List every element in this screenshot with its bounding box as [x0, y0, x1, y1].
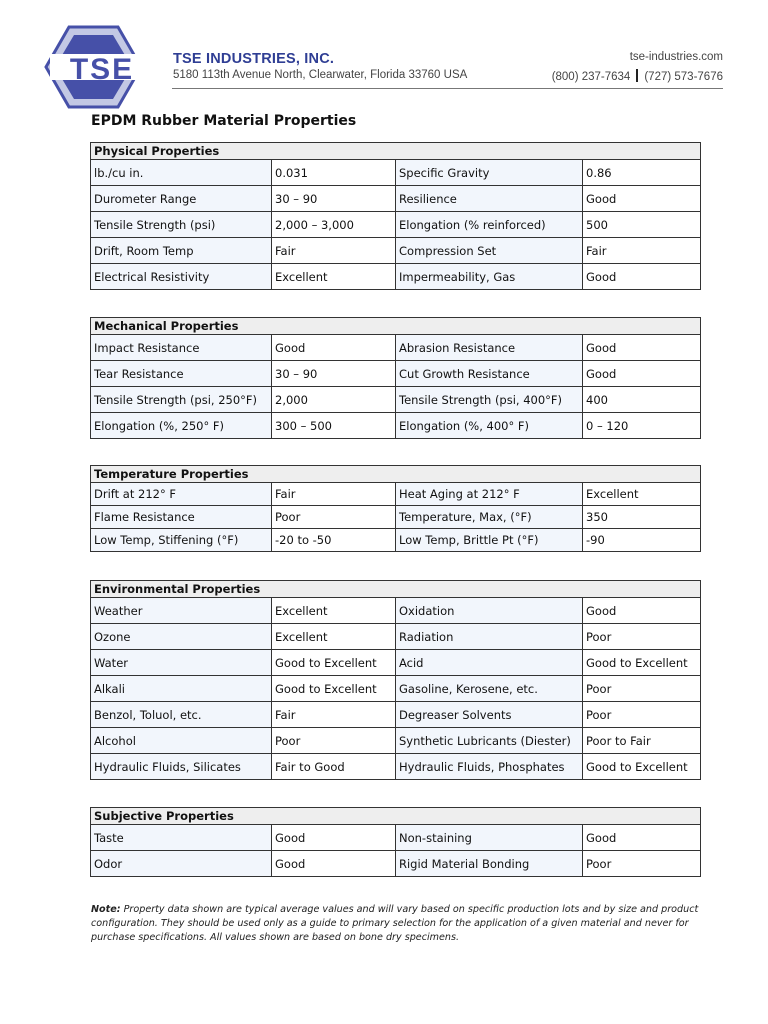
property-value: 30 – 90 [272, 361, 396, 387]
property-label: Elongation (%, 400° F) [396, 413, 583, 439]
document-title: EPDM Rubber Material Properties [91, 113, 357, 129]
property-label: Ozone [91, 624, 272, 650]
table-row [91, 825, 701, 851]
property-value: Good to Excellent [272, 650, 396, 676]
property-value: 300 – 500 [272, 413, 396, 439]
property-label: Tensile Strength (psi, 400°F) [396, 387, 583, 413]
phone-secondary[interactable]: (727) 573-7676 [644, 71, 723, 83]
property-label: Water [91, 650, 272, 676]
table-row [91, 506, 701, 529]
property-label: Benzol, Toluol, etc. [91, 702, 272, 728]
property-value: 500 [583, 212, 701, 238]
table-row [91, 483, 701, 506]
property-label: Impact Resistance [91, 335, 272, 361]
property-label: Temperature, Max, (°F) [396, 506, 583, 529]
property-value: 0 – 120 [583, 413, 701, 439]
mechanical-properties-table [90, 317, 701, 439]
table-heading: Environmental Properties [91, 581, 701, 598]
property-value: Poor [583, 702, 701, 728]
property-value: Good [583, 598, 701, 624]
company-name: TSE INDUSTRIES, INC. [173, 51, 335, 67]
property-value: 2,000 – 3,000 [272, 212, 396, 238]
property-label: Electrical Resistivity [91, 264, 272, 290]
property-label: Heat Aging at 212° F [396, 483, 583, 506]
property-label: Elongation (%, 250° F) [91, 413, 272, 439]
table-row [91, 160, 701, 186]
table-row [91, 529, 701, 552]
property-value: Good [583, 264, 701, 290]
property-label: Radiation [396, 624, 583, 650]
property-value: Excellent [583, 483, 701, 506]
table-row [91, 264, 701, 290]
property-value: 350 [583, 506, 701, 529]
table-row [91, 728, 701, 754]
physical-properties-table [90, 142, 701, 290]
table-row [91, 702, 701, 728]
property-value: Excellent [272, 624, 396, 650]
property-label: Weather [91, 598, 272, 624]
property-value: Fair [272, 238, 396, 264]
property-value: Good to Excellent [583, 650, 701, 676]
property-label: Alkali [91, 676, 272, 702]
property-value: Good [272, 825, 396, 851]
property-label: Alcohol [91, 728, 272, 754]
property-label: Acid [396, 650, 583, 676]
phone-divider [636, 69, 638, 82]
table-heading: Physical Properties [91, 143, 701, 160]
property-label: Flame Resistance [91, 506, 272, 529]
logo-hexagon-icon [44, 24, 160, 110]
property-label: Compression Set [396, 238, 583, 264]
property-value: Good [583, 186, 701, 212]
table-row [91, 335, 701, 361]
property-label: Tear Resistance [91, 361, 272, 387]
environmental-properties-table [90, 580, 701, 780]
property-value: Good [272, 851, 396, 877]
company-address: 5180 113th Avenue North, Clearwater, Florida 33760 USA [173, 69, 468, 81]
disclaimer-note [91, 903, 701, 945]
property-value: Excellent [272, 264, 396, 290]
table-row [91, 186, 701, 212]
property-label: Gasoline, Kerosene, etc. [396, 676, 583, 702]
table-row [91, 851, 701, 877]
property-label: lb./cu in. [91, 160, 272, 186]
note-text: Property data shown are typical average values and will vary based on specific production lots and by size and product configuration. They should be used only as a guide to primary selection for the application of a given material and never for purchase specifications. All values shown are based on bone dry specimens. [91, 904, 699, 943]
table-heading: Temperature Properties [91, 466, 701, 483]
property-value: Good [272, 335, 396, 361]
logo-text: TSE [69, 53, 135, 86]
property-value: Poor [583, 676, 701, 702]
note-label: Note: [91, 904, 121, 915]
subjective-properties-table [90, 807, 701, 877]
table-heading: Subjective Properties [91, 808, 701, 825]
property-label: Drift at 212° F [91, 483, 272, 506]
property-label: Odor [91, 851, 272, 877]
property-value: Poor to Fair [583, 728, 701, 754]
property-value: Good to Excellent [583, 754, 701, 780]
property-value: -20 to -50 [272, 529, 396, 552]
property-value: Good [583, 825, 701, 851]
property-label: Hydraulic Fluids, Silicates [91, 754, 272, 780]
property-value: 0.86 [583, 160, 701, 186]
property-value: Fair to Good [272, 754, 396, 780]
table-row [91, 387, 701, 413]
property-label: Specific Gravity [396, 160, 583, 186]
property-value: Good [583, 361, 701, 387]
property-label: Cut Growth Resistance [396, 361, 583, 387]
property-label: Hydraulic Fluids, Phosphates [396, 754, 583, 780]
property-value: 0.031 [272, 160, 396, 186]
table-row [91, 413, 701, 439]
property-label: Rigid Material Bonding [396, 851, 583, 877]
property-label: Low Temp, Brittle Pt (°F) [396, 529, 583, 552]
property-value: Poor [583, 851, 701, 877]
property-label: Elongation (% reinforced) [396, 212, 583, 238]
company-website[interactable]: tse-industries.com [629, 51, 723, 63]
property-label: Taste [91, 825, 272, 851]
property-value: Poor [583, 624, 701, 650]
table-row [91, 238, 701, 264]
property-value: 30 – 90 [272, 186, 396, 212]
company-phones [552, 69, 723, 83]
property-value: Good to Excellent [272, 676, 396, 702]
table-row [91, 676, 701, 702]
property-value: Poor [272, 506, 396, 529]
property-label: Impermeability, Gas [396, 264, 583, 290]
property-value: Fair [272, 483, 396, 506]
property-value: Poor [272, 728, 396, 754]
property-label: Resilience [396, 186, 583, 212]
table-row [91, 754, 701, 780]
table-row [91, 361, 701, 387]
table-row [91, 598, 701, 624]
table-row [91, 212, 701, 238]
property-label: Low Temp, Stiffening (°F) [91, 529, 272, 552]
property-value: Fair [583, 238, 701, 264]
property-label: Degreaser Solvents [396, 702, 583, 728]
property-label: Abrasion Resistance [396, 335, 583, 361]
table-heading: Mechanical Properties [91, 318, 701, 335]
property-value: Good [583, 335, 701, 361]
table-row [91, 624, 701, 650]
property-value: 2,000 [272, 387, 396, 413]
company-logo [44, 24, 160, 110]
property-label: Tensile Strength (psi) [91, 212, 272, 238]
property-label: Tensile Strength (psi, 250°F) [91, 387, 272, 413]
property-label: Durometer Range [91, 186, 272, 212]
property-value: Excellent [272, 598, 396, 624]
property-value: 400 [583, 387, 701, 413]
property-label: Drift, Room Temp [91, 238, 272, 264]
phone-primary[interactable]: (800) 237-7634 [551, 71, 631, 83]
property-value: Fair [272, 702, 396, 728]
property-label: Oxidation [396, 598, 583, 624]
property-value: -90 [583, 529, 701, 552]
header-divider [172, 88, 723, 89]
property-label: Non-staining [396, 825, 583, 851]
property-label: Synthetic Lubricants (Diester) [396, 728, 583, 754]
table-row [91, 650, 701, 676]
temperature-properties-table [90, 465, 701, 552]
